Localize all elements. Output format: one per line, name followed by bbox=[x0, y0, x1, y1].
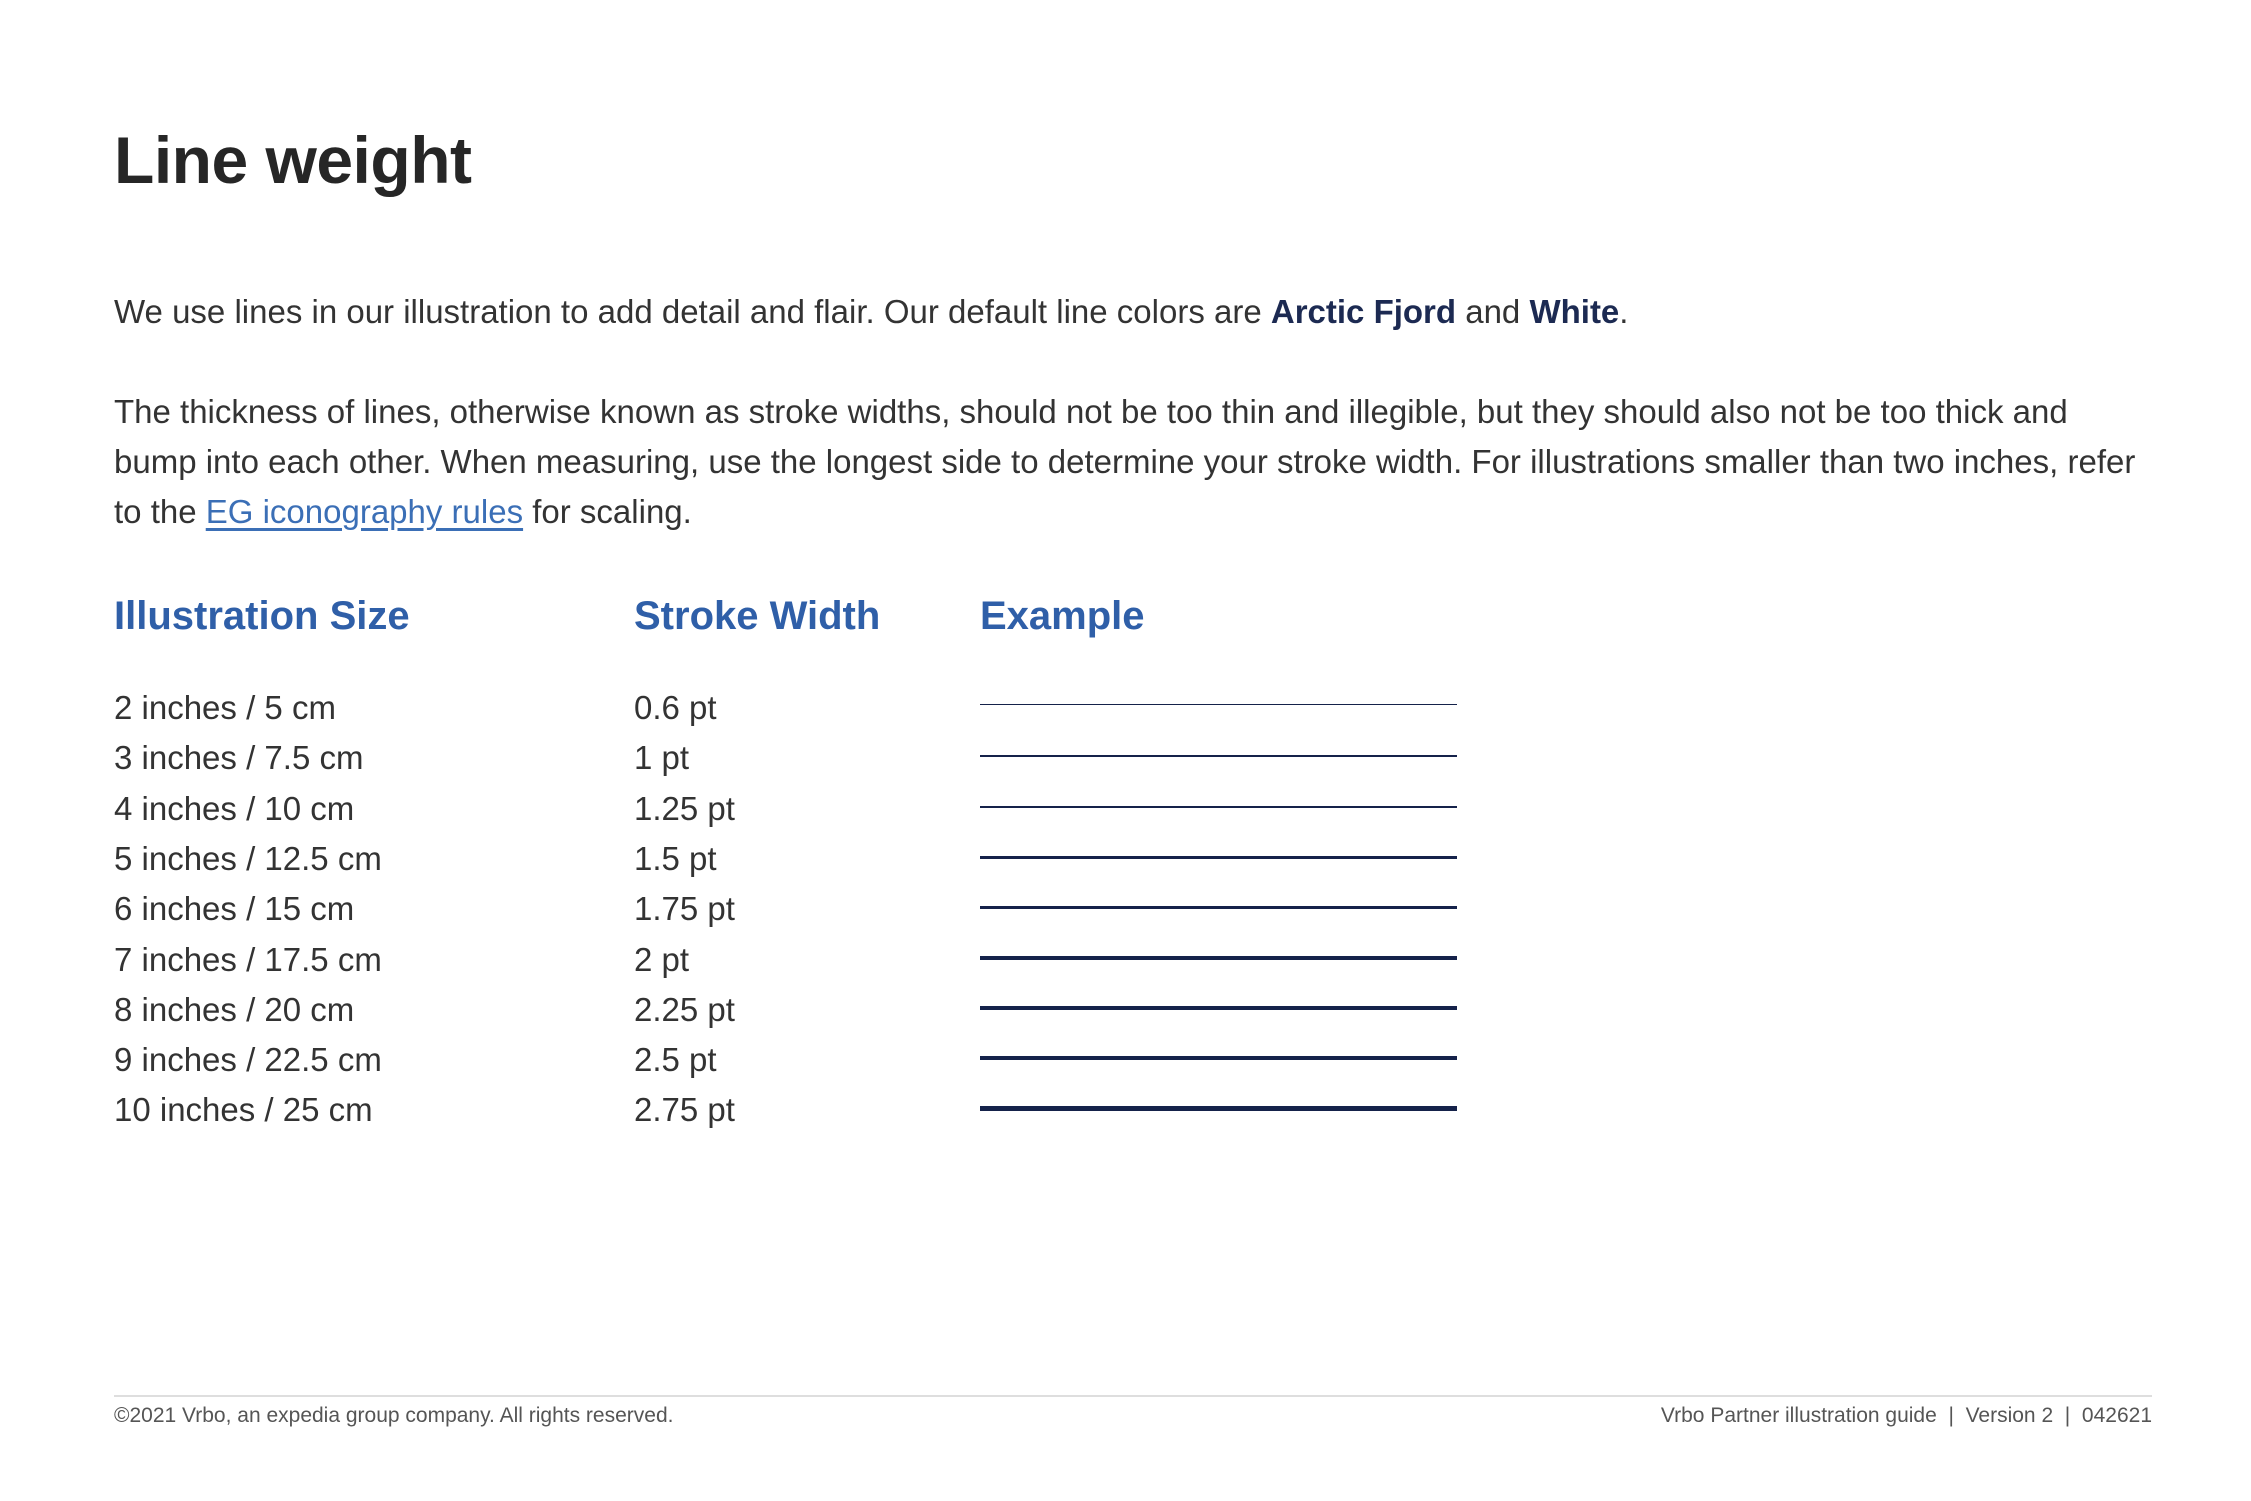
table-cell-stroke: 2.75 pt bbox=[634, 1091, 735, 1128]
eg-iconography-rules-link[interactable]: EG iconography rules bbox=[205, 493, 524, 530]
stroke-guidance-paragraph bbox=[114, 387, 2154, 537]
example-stroke-line bbox=[980, 1106, 1457, 1111]
example-stroke-line bbox=[980, 1006, 1457, 1010]
header-stroke-width: Stroke Width bbox=[634, 594, 881, 638]
example-stroke-line bbox=[980, 1056, 1457, 1060]
header-example: Example bbox=[980, 594, 1145, 638]
table-cell-size: 2 inches / 5 cm bbox=[114, 689, 336, 726]
example-stroke-line bbox=[980, 906, 1457, 909]
guidance-text: The thickness of lines, otherwise known as stroke widths, should not be too thin and illegible, but they should also not be too thick and bump into each other. When measuring, use the longest side to determine your stroke width. For illustrations smaller than two inches, refer to the bbox=[114, 393, 2136, 530]
table-cell-stroke: 2 pt bbox=[634, 941, 690, 978]
footer-copyright: ©2021 Vrbo, an expedia group company. All rights reserved. bbox=[114, 1404, 674, 1427]
example-stroke-line bbox=[980, 956, 1457, 960]
intro-paragraph bbox=[114, 287, 2154, 337]
table-cell-size: 7 inches / 17.5 cm bbox=[114, 941, 382, 978]
intro-text-and: and bbox=[1456, 293, 1530, 330]
table-cell-size: 3 inches / 7.5 cm bbox=[114, 739, 364, 776]
example-stroke-line bbox=[980, 704, 1457, 705]
page-title: Line weight bbox=[114, 123, 472, 197]
example-stroke-line bbox=[980, 856, 1457, 859]
table-cell-stroke: 2.25 pt bbox=[634, 991, 735, 1028]
footer-guide-version: Vrbo Partner illustration guide | Version 2 | 042621 bbox=[1660, 1404, 2152, 1427]
table-cell-stroke: 1.75 pt bbox=[634, 890, 735, 927]
table-cell-stroke: 2.5 pt bbox=[634, 1041, 717, 1078]
intro-text-end: . bbox=[1619, 293, 1629, 330]
table-cell-size: 5 inches / 12.5 cm bbox=[114, 840, 382, 877]
color-name-white: White bbox=[1529, 293, 1620, 330]
table-cell-stroke: 0.6 pt bbox=[634, 689, 717, 726]
table-cell-size: 4 inches / 10 cm bbox=[114, 790, 355, 827]
color-name-arctic-fjord: Arctic Fjord bbox=[1270, 293, 1457, 330]
table-cell-size: 6 inches / 15 cm bbox=[114, 890, 355, 927]
table-cell-size: 10 inches / 25 cm bbox=[114, 1091, 373, 1128]
footer-divider bbox=[114, 1395, 2152, 1397]
table-cell-stroke: 1.5 pt bbox=[634, 840, 717, 877]
table-cell-size: 9 inches / 22.5 cm bbox=[114, 1041, 382, 1078]
table-cell-size: 8 inches / 20 cm bbox=[114, 991, 355, 1028]
header-illustration-size: Illustration Size bbox=[114, 594, 410, 638]
intro-text: We use lines in our illustration to add detail and flair. Our default line colors are bbox=[114, 293, 1271, 330]
guidance-text-end: for scaling. bbox=[523, 493, 692, 530]
example-stroke-line bbox=[980, 755, 1457, 757]
table-cell-stroke: 1.25 pt bbox=[634, 790, 735, 827]
example-stroke-line bbox=[980, 806, 1457, 808]
table-cell-stroke: 1 pt bbox=[634, 739, 690, 776]
